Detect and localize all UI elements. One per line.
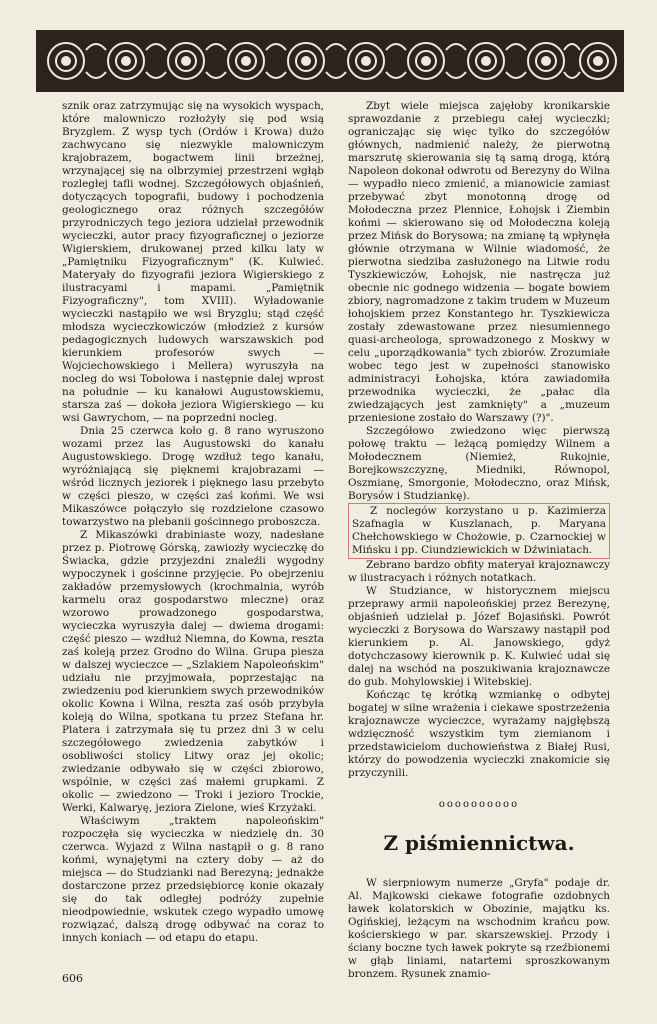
paragraph: Z Mikaszówki drabiniaste wozy, nadesłane przez p. Piotrowę Górską, zawiozły wycieczkę do Świacka, gdzie przyjezdni znaleźli wygodny wypoczynek i gościnne przyjęcie. Po obejrzeniu zakładów przemysłowych (krochmalnia, wyrób karmelu oraz gospodarstwo mleczne) oraz wzorowo prowadzonego gospodarstwa, wycieczka wyruszyła dalej — dwiema drogami: część pieszo — wzdłuż Niemna, do Kowna, reszta zaś koleją przez Grodno do Wilna. Grupa piesza w dalszej wycieczce — „Szlakiem Napoleońskim" udziału nie przyjmowała, poprzestając na zwiedzeniu pod kierunkiem swych przewodników okolic Kowna i Wilna, reszta zaś osób przybyła koleją do Wilna, spotkana tu przez Stefana hr. Platera i zatrzymała się tu przez dni 3 w celu szczegółowego zwiedzenia zabytków i osobliwości stolicy Litwy oraz jej okolic; zwiedzanie odbywało się w części zbiorowo, wspólnie, w części zaś małemi grupkami. Z okolic — zwiedzono — Troki i jezioro Trockie, Werki, Kalwaryę, jeziora Zielone, wieś Krzyżaki. [62,529,324,814]
decorative-header-ornament [36,30,624,92]
highlighted-paragraph: Z noclegów korzystano u p. Kazimierza Szafnagla w Kuszlanach, p. Maryana Chełchowskiego w Chożowie, p. Czarnockiej w Mińsku i pp. Ciundziewickich w Dźwiniatach. [348,503,610,559]
left-column [62,100,324,945]
paragraph: Dnia 25 czerwca koło g. 8 rano wyruszono wozami przez las Augustowski do kanału Augustowskiego. Drogę wzdłuż tego kanału, wyróżniającą się pięknemi krajobrazami — wśród licznych jeziorek i pięknego lasu przebyto w części pieszo, w części zaś końmi. We wsi Mikaszówce połączyło się rozdzielone czasowo towarzystwo na plebanii gościnnego proboszcza. [62,425,324,528]
paragraph: W sierpniowym numerze „Gryfa" podaje dr. Al. Majkowski ciekawe fotografie ozdobnych ławek kolatorskich w Obozinie, majątku ks. Ogińskiej, leżącym na wschodnim krańcu pow. kościerskiego w par. skarszewskiej. Przody i ściany boczne tych ławek pokryte są rzeźbionemi w głąb liniami, natartemi sproszkowanym bronzem. Rysunek znamio- [348,877,610,980]
section-separator: oooooooooo [438,799,520,810]
paragraph: Szczegółowo zwiedzono więc pierwszą połowę traktu — leżącą pomiędzy Wilnem a Mołodecznem (Niemież, Rukojnie, Borejkowszczyznę, Miedniki, Równopol, Oszmianę, Smorgonie, Mołodeczno, oraz Mińsk, Borysów i Studziankę). [348,425,610,502]
paragraph: sznik oraz zatrzymując się na wysokich wyspach, które malowniczo rozłożyły się pod wsią Bryzglem. Z wysp tych (Ordów i Krowa) dużo zachwycano się niezwykle malowniczym krajobrazem, bogactwem linii brzeżnej, wrzynającej się na olbrzymiej przestrzeni wgłąb rozległej tafli wodnej. Szczegółowych objaśnień, dotyczących topografii, budowy i pochodzenia geologicznego oraz różnych szczegółów przyrodniczych tego jeziora udzielał przewodnik wycieczki, autor pracy fizyograficznej o jeziorze Wigierskiem, drukowanej przed kilku laty w „Pamiętniku Fizyograficznym" (K. Kulwieć. Materyały do fizyografii jeziora Wigierskiego z ilustracyami i mapami. „Pamiętnik Fizyograficzny", tom XVIII). Wyładowanie wycieczki nastąpiło we wsi Bryzglu; stąd część młodsza wycieczkowiczów (młodzież z kursów pedagogicznych ludowych warszawskich pod kierunkiem profesorów swych — Wojciechowskiego i Mellera) wyruszyła na nocleg do wsi Tobołowa i następnie dalej wprost na południe — ku kanałowi Augustowskiemu, starsza zaś — dokoła jeziora Wigierskiego — ku wsi Gawrychom, — na poprzedni nocleg. [62,100,324,424]
paragraph: Zbyt wiele miejsca zajęłoby kronikarskie sprawozdanie z przebiegu całej wycieczki; ograniczając się więc tylko do szczegółów głównych, nadmienić należy, że pierwotną marszrutę skierowania się tą samą drogą, którą Napoleon dokonał odwrotu od Berezyny do Wilna — wypadło nieco zmienić, a mianowicie zamiast przebywać zbyt monotonną drogę od Mołodeczna przez Plennice, Łohojsk i Ziembin końmi — skierowano się od Mołodeczna koleją przez Mińsk do Borysowa; na zmianę tą wpłynęła głównie otrzymana w Wilnie wiadomość, że pierwotna siedziba zasłużonego na Litwie rodu Tyszkiewiczów, Łohojsk, nie nastręcza już obecnie nic godnego widzenia — bogate bowiem zbiory, nagromadzone z takim trudem w Muzeum łohojskiem przez Konstantego hr. Tyszkiewicza zostały zdewastowane przez niesumiennego quasi-archeologa, sprowadzonego z Moskwy w celu „uporządkowania" tych zbiorów. Zrozumiałe wobec tego jest w zupełności stanowisko administracyi Łohojska, która zawiadomiła przewodnika wycieczki, że „pałac dla zwiedzających jest zamknięty" a „muzeum przeniesione zostało do Warszawy (?)". [348,100,610,424]
paragraph: Kończąc tę krótką wzmiankę o odbytej bogatej w silne wrażenia i ciekawe spostrzeżenia krajoznawcze wycieczce, wyrażamy najgłębszą wdzięczność wszystkim tym ziemianom i przedstawicielom duchowieństwa z Białej Rusi, którzy do powodzenia wycieczki znakomicie się przyczynili. [348,689,610,779]
page-number: 606 [62,972,83,985]
paragraph: W Studziance, w historycznem miejscu przeprawy armii napoleońskiej przez Berezynę, objaśnień udzielał p. Józef Bojasiński. Powrót wycieczki z Borysowa do Warszawy nastąpił pod kierunkiem p. Al. Janowskiego, gdyż dotychczasowy kierownik p. K. Kulwieć udał się dalej na wschód na poszukiwania krajoznawcze do gub. Mohylowskiej i Witebskiej. [348,585,610,688]
paragraph: Właściwym „traktem napoleońskim" rozpoczęła się wycieczka w niedzielę dn. 30 czerwca. Wyjazd z Wilna nastąpił o g. 8 rano końmi, wynajętymi na cztery doby — aż do miejsca — do Studzianki nad Berezyną; jednakże dostarczone przez przedsiębiorcę konie okazały się do tak odległej podróży zupełnie nieodpowiednie, wskutek czego wypadło umowę rozwiązać, dalszą drogę odbywać na coraz to innych koniach — od etapu do etapu. [62,815,324,944]
paragraph: Zebrano bardzo obfity materyał krajoznawczy w ilustracyach i różnych notatkach. [348,559,610,584]
right-column [348,100,610,981]
section-heading: Z piśmiennictwa. [383,831,575,855]
